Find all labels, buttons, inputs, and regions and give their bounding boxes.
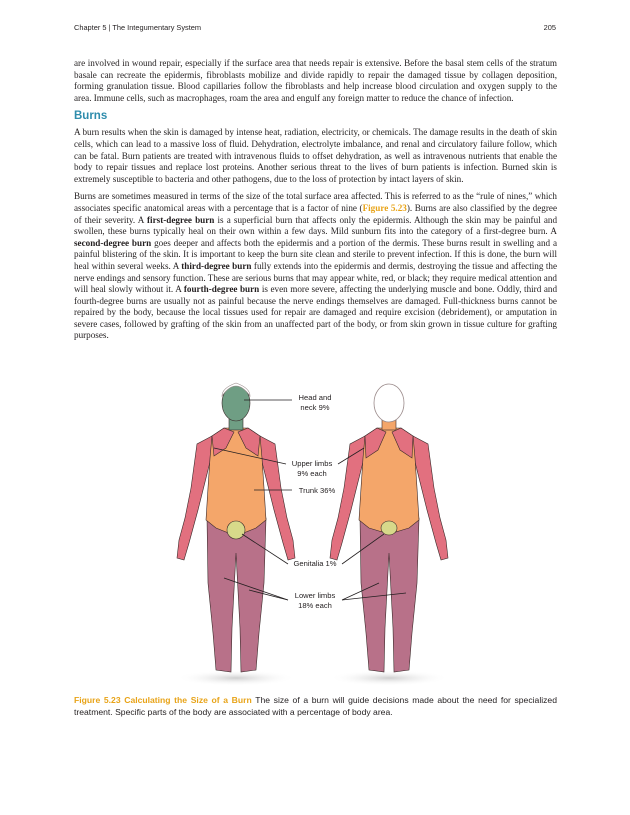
back-figure [330,384,448,672]
text-run: is even more severe, affecting the underlying muscle and bone. Oddly, third and fourth-degree burns are usually not as painful because the nerve endings themselves are damaged. Full-thickness burns cannot be repaired by the body, because the local tissues used for repair are damaged and require excision (debridement), or amputation in severe cases, followed by grafting of the skin from an unaffected part of the body, or from skin grown in tissue culture for grafting purposes. [74,284,558,341]
page-header [74,23,556,35]
key-term-first-degree: first-degree burn [147,214,215,225]
page-number: 205 [543,23,556,32]
front-lower-limbs [207,518,266,672]
burns-paragraph: A burn results when the skin is damaged by intense heat, radiation, electricity, or chemicals. The damage results in the death of skin cells, which can lead to a massive loss of fluid. Dehydration, electrolyte imbalance, and renal and circulatory failure follow, which can be fatal. Burn patients are treated with intravenous fluids to offset dehydration, as well as intravenous nutrients that enable the body to repair tissues and replace lost proteins. Another serious threat to the lives of burn patients is infection. Burned skin is extremely susceptible to bacteria and other pathogens, due to the loss of protection by intact layers of skin. [74,127,557,184]
back-left-arm [330,436,365,560]
back-head-hair [374,384,404,422]
front-figure [177,383,295,672]
key-term-third-degree: third-degree burn [181,260,252,271]
front-genitalia [227,521,245,539]
back-genitalia [381,521,397,535]
caption-title: Figure 5.23 Calculating the Size of a Burn [74,695,252,705]
text-run: fully extends into the epidermis and dermis, destroying the tissue and affecting the nerve endings and sensory function. These are serious burns that may appear white, red, or black; they require medical attention and will heal slowly without it. A [74,260,558,295]
key-term-fourth-degree: fourth-degree burn [183,284,260,295]
text-run: Burns are sometimes measured in terms of the size of the total surface area affected. This is referred to as the “rule of nines,” which associates specific anatomical areas with a percentage that is a factor of nine ( [74,191,557,213]
rule-of-nines-figure [74,378,557,690]
key-term-second-degree: second-degree burn [74,237,152,248]
main-text [74,58,557,348]
label-lower-limbs: Lower limbs 18% each [294,591,336,610]
figure-link[interactable]: Figure 5.23 [362,202,407,213]
text-run: is a superficial burn that affects only the epidermis. Although the skin may be painful and swollen, these burns typically heal on their own within a few days. Mild sunburn fits into the category of a first-degree burn. A [74,214,558,237]
chapter-title: Chapter 5 | The Integumentary System [74,23,202,32]
caption-text: The size of a burn will guide decisions made about the need for specialized treatment. Specific parts of the body are associated with a percentage of body area. [74,695,557,717]
floor-shadow [329,670,449,686]
label-trunk: Trunk 36% [298,486,336,495]
rule-of-nines-paragraph [74,191,557,342]
front-left-arm [177,436,212,560]
label-head: Head and neck 9% [298,393,332,412]
text-run: ). Burns are also classified by the degree of their severity. A [74,202,557,225]
label-upper-limbs: Upper limbs 9% each [291,459,333,478]
intro-paragraph: are involved in wound repair, especially if the surface area that needs repair is extensive. Before the basal stem cells of the stratum basale can recreate the epidermis, fibroblasts mobilize and divide rapidly to repair the damaged tissue by collagen deposition, forming granulation tissue. Blood capillaries follow the fibroblasts and help increase blood circulation and oxygen supply to the area. Immune cells, such as macrophages, roam the area and engulf any foreign matter to reduce the chance of infection. [74,58,557,103]
text-run: goes deeper and affects both the epidermis and a portion of the dermis. These burns result in swelling and a painful blistering of the skin. It is important to keep the burn site clean and sterile to prevent infection. If this is done, the burn will heal within several weeks. A [74,237,557,271]
figure-caption [74,695,557,718]
floor-shadow [176,670,296,686]
section-heading: Burns [74,110,108,123]
body-diagram [74,378,557,690]
label-genitalia: Genitalia 1% [293,559,337,568]
